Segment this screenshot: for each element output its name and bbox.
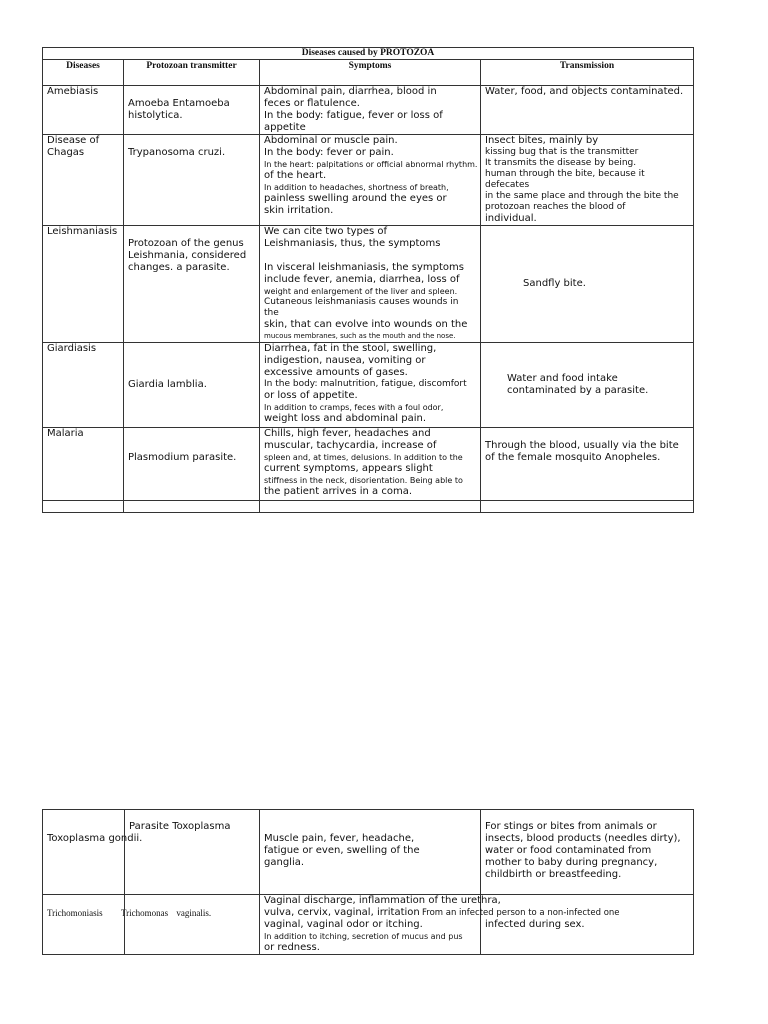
protozoan-cell: Trypanosoma cruzi. [124,135,260,226]
symptoms-cell [260,226,481,343]
symptom-line: painless swelling around the eyes or [264,193,447,204]
symptom-line: Abdominal pain, diarrhea, blood in [264,86,437,97]
symptom-line: In addition to headaches, shortness of breath, [264,183,449,192]
transmission-line: It transmits the disease by being. [485,158,637,168]
protozoa-table-continued [42,809,694,955]
symptom-line: In the body: fatigue, fever or loss of [264,110,443,121]
transmission-text: Water and food intake contaminated by a parasite. [507,373,649,396]
disease-cell: Leishmaniasis [43,226,124,343]
protozoan-cell [124,343,260,428]
symptom-line: feces or flatulence. [264,98,360,109]
table-row [43,135,694,226]
transmission-cell: Water, food, and objects contaminated. [481,86,694,135]
protozoan-cell [124,428,260,501]
empty-cell [481,501,694,513]
symptom-line: include fever, anemia, diarrhea, loss of [264,274,460,285]
symptom-line: Diarrhea, fat in the stool, swelling, [264,343,437,354]
symptom-line: In addition to cramps, feces with a foul odor, [264,403,444,412]
symptom-line: or redness. [264,942,320,953]
symptom-line: vulva, cervix, vaginal, irritation [264,907,420,918]
symptom-line: or loss of appetite. [264,390,358,401]
symptom-line: weight loss and abdominal pain. [264,413,427,424]
symptom-line: current symptoms, appears slight [264,463,433,474]
transmission-text: infected during sex. [485,919,585,930]
disease-cell: Malaria [43,428,124,501]
symptom-line: excessive amounts of gases. [264,367,408,378]
transmission-overflow-text: From an infected person to a non-infected one [422,908,620,918]
symptom-line: skin irritation. [264,205,334,216]
symptom-line: indigestion, nausea, vomiting or [264,355,426,366]
symptom-line: Cutaneous leishmaniasis causes wounds in the [264,297,459,318]
symptoms-cell [260,343,481,428]
symptom-line: fatigue or even, swelling of the [264,845,420,856]
protozoan-text: Plasmodium parasite. [128,452,237,463]
symptom-line: In the body: fever or pain. [264,147,394,158]
symptoms-cell [260,810,481,895]
symptoms-cell [260,135,481,226]
symptoms-cell [260,428,481,501]
empty-cell [43,501,124,513]
disease-protozoan-cell [43,810,260,895]
protozoa-table [42,47,694,513]
symptom-line: Abdominal or muscle pain. [264,135,398,146]
disease-text: Toxoplasma gondii. [47,833,143,844]
transmission-cell [481,343,694,428]
transmission-text: Sandfly bite. [523,278,586,289]
transmission-line: individual. [485,213,537,224]
symptoms-cell [260,86,481,135]
symptom-line: Leishmaniasis, thus, the symptoms [264,238,441,249]
symptom-line: spleen and, at times, delusions. In addition to the [264,453,463,462]
symptom-line: Chills, high fever, headaches and [264,428,431,439]
protozoan-cell: Protozoan of the genus Leishmania, considered changes. a parasite. [124,226,260,343]
header-diseases: Diseases [43,60,124,86]
symptom-line: weight and enlargement of the liver and spleen. [264,287,458,296]
transmission-text: Through the blood, usually via the bite of the female mosquito Anopheles. [485,440,679,463]
table-row [43,810,694,895]
empty-cell [124,501,260,513]
transmission-line: in the same place and through the bite the [485,191,679,201]
disease-cell: Disease of Chagas [43,135,124,226]
header-transmission: Transmission [481,60,694,86]
symptom-line: mucous membranes, such as the mouth and the nose. [264,332,456,340]
protozoan-text: Giardia lamblia. [128,379,207,390]
symptom-line: In visceral leishmaniasis, the symptoms [264,262,464,273]
disease-protozoan-cell [43,895,260,955]
transmission-line: human through the bite, because it defecates [485,169,645,190]
header-protozoan: Protozoan transmitter [124,60,260,86]
table-row [43,226,694,343]
symptom-line: appetite [264,122,306,133]
symptom-line: of the heart. [264,170,327,181]
disease-cell: Giardiasis [43,343,124,428]
symptom-line: We can cite two types of [264,226,388,237]
transmission-cell [481,810,694,895]
symptom-line: Muscle pain, fever, headache, [264,833,415,844]
transmission-line: Insect bites, mainly by [485,135,599,146]
disease-protozoan-text [47,907,211,919]
symptom-line: stiffness in the neck, disorientation. Being able to [264,476,463,485]
symptom-line: muscular, tachycardia, increase of [264,440,437,451]
table-row [43,428,694,501]
disease-text: Trichomoniasis [47,908,103,918]
symptom-line: the patient arrives in a coma. [264,486,413,497]
transmission-cell [481,428,694,501]
transmission-line: protozoan reaches the blood of [485,202,626,212]
symptom-line: skin, that can evolve into wounds on the [264,319,468,330]
empty-cell [260,501,481,513]
symptom-line: vaginal, vaginal odor or itching. [264,919,423,930]
table-row [43,895,694,955]
table-row [43,343,694,428]
disease-cell: Amebiasis [43,86,124,135]
transmission-line: kissing bug that is the transmitter [485,147,639,157]
symptom-line: ganglia. [264,857,305,868]
transmission-cell [481,135,694,226]
protozoan-text: Parasite Toxoplasma [129,821,231,832]
transmission-text: For stings or bites from animals or insects, blood products (needles dirty), water or food contaminated from mother to baby during pregnancy, childbirth or breastfeeding. [485,821,681,880]
header-symptoms: Symptoms [260,60,481,86]
protozoan-text: Trichomonas vaginalis. [120,908,212,918]
symptom-line: In the body: malnutrition, fatigue, discomfort [264,379,467,389]
symptom-line: Vaginal discharge, inflammation of the urethra, [264,895,501,906]
empty-row [43,501,694,513]
transmission-cell [481,895,694,955]
table-row [43,86,694,135]
symptom-line: In addition to itching, secretion of mucus and pus [264,932,463,941]
symptom-line: In the heart: palpitations or official abnormal rhythm. [264,160,478,169]
table-title: Diseases caused by PROTOZOA [43,48,694,60]
protozoan-cell: Amoeba Entamoeba histolytica. [124,86,260,135]
transmission-cell [481,226,694,343]
